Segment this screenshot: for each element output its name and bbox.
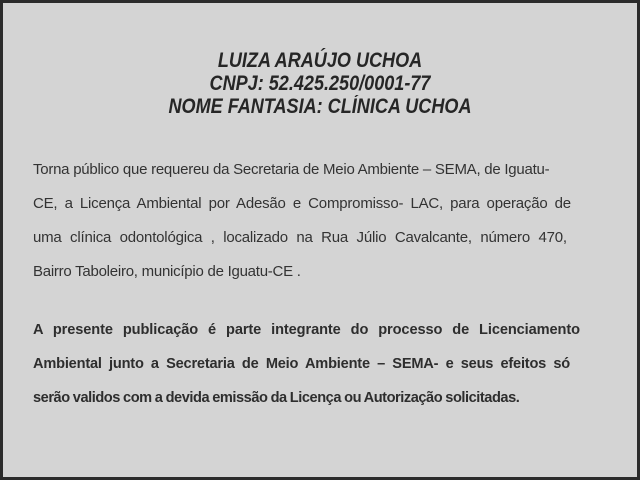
paragraph-line: Torna público que requereu da Secretaria de Meio Ambiente – SEMA, de Iguatu- — [33, 161, 550, 178]
paragraph-line: uma clínica odontológica , localizado na Rua Júlio Cavalcante, número 470, — [33, 229, 567, 246]
paragraph-line: CE, a Licença Ambiental por Adesão e Compromisso- LAC, para operação de — [33, 195, 571, 212]
license-request-paragraph — [33, 153, 609, 289]
paragraph-line: serão validos com a devida emissão da Licença ou Autorização solicitadas. — [33, 390, 520, 406]
company-cnpj: CNPJ: 52.425.250/0001-77 — [209, 72, 431, 95]
paragraph-line: Ambiental junto a Secretaria de Meio Ambiente – SEMA- e seus efeitos só — [33, 356, 570, 372]
company-fantasy-name: NOME FANTASIA: CLÍNICA UCHOA — [168, 95, 472, 118]
paragraph-line: A presente publicação é parte integrante do processo de Licenciamento — [33, 322, 580, 338]
paragraph-line: Bairro Taboleiro, município de Iguatu-CE . — [33, 263, 301, 280]
legal-notice-paragraph — [33, 313, 609, 415]
company-name: LUIZA ARAÚJO UCHOA — [217, 49, 423, 72]
